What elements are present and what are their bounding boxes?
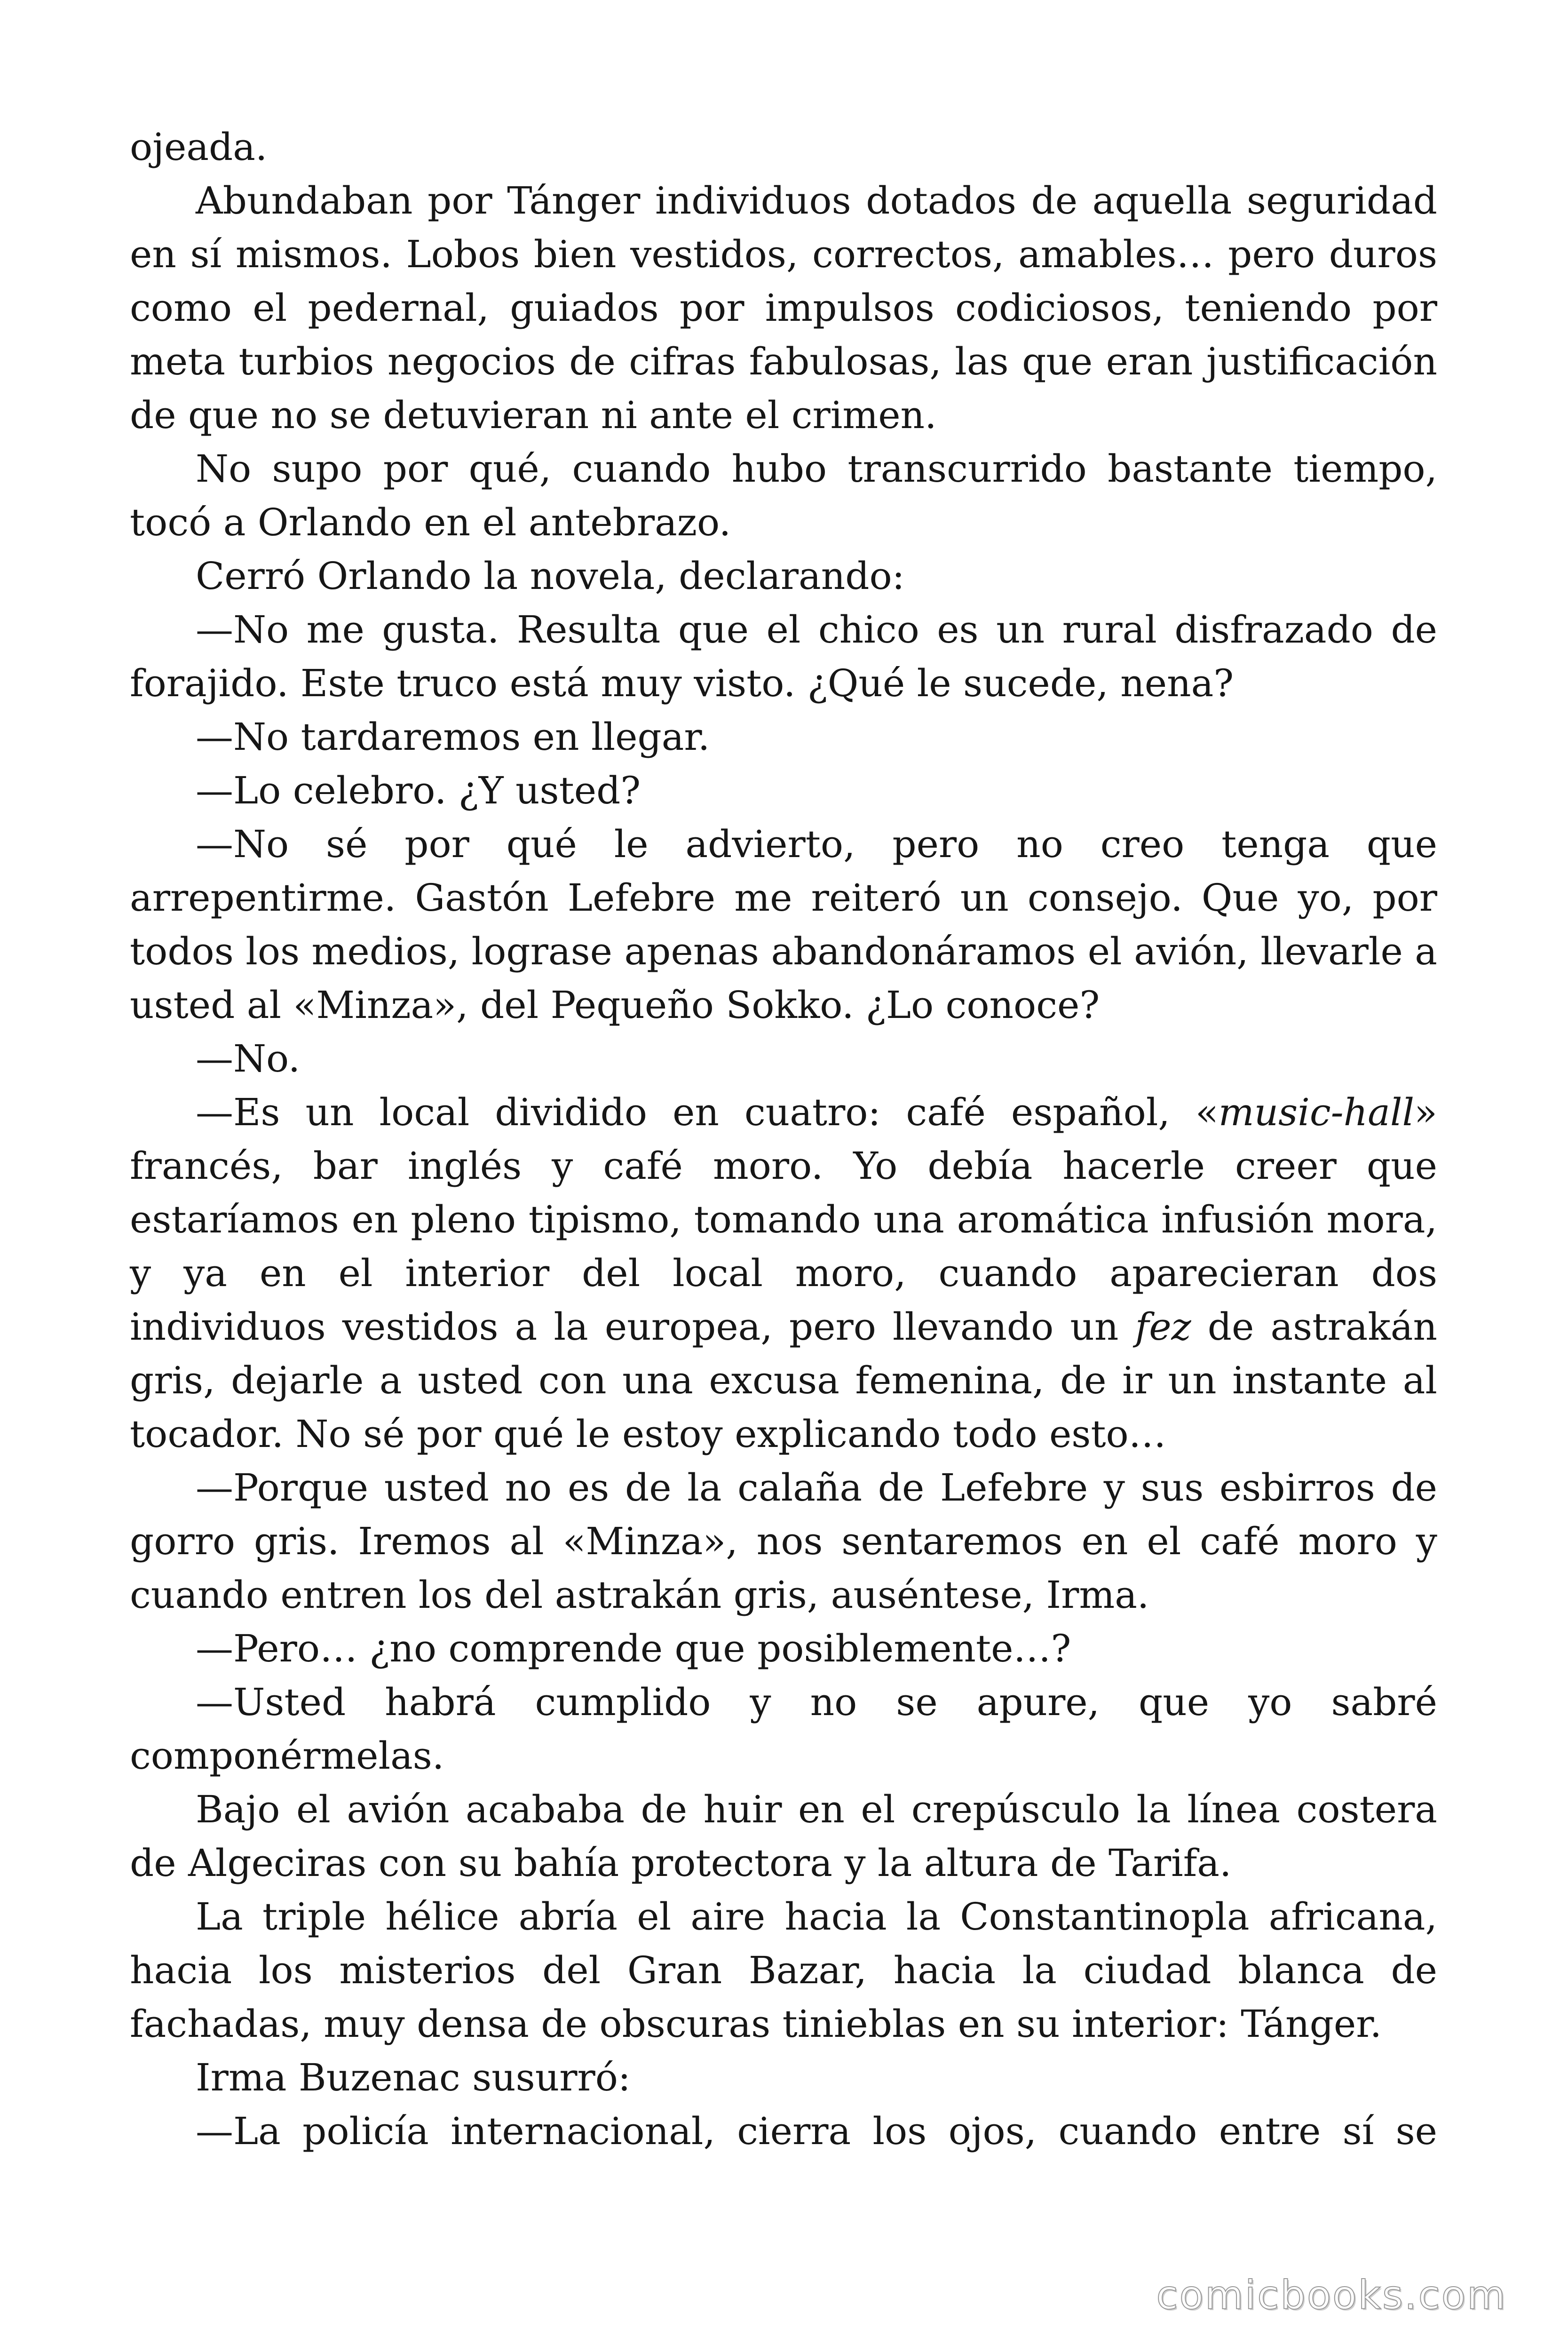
text-line: forajido. Este truco está muy visto. ¿Qué le sucede, nena? <box>130 661 1234 705</box>
text-line: todos los medios, lograse apenas abandonáramos el avión, llevarle a <box>130 930 1437 973</box>
text-line: de Algeciras con su bahía protectora y la altura de Tarifa. <box>130 1841 1232 1885</box>
text-line: No supo por qué, cuando hubo transcurrido bastante tiempo, <box>196 447 1437 491</box>
text-line: cuando entren los del astrakán gris, auséntese, Irma. <box>130 1573 1149 1617</box>
text-line: —No tardaremos en llegar. <box>196 715 710 759</box>
text-line: francés, bar inglés y café moro. Yo debía hacerle creer que <box>130 1144 1437 1188</box>
text-line: La triple hélice abría el aire hacia la Constantinopla africana, <box>196 1895 1437 1939</box>
text-line: ojeada. <box>130 125 268 169</box>
text-line: Abundaban por Tánger individuos dotados de aquella seguridad <box>196 179 1437 222</box>
text-line: —Lo celebro. ¿Y usted? <box>196 769 641 812</box>
text-line: en sí mismos. Lobos bien vestidos, correctos, amables… pero duros <box>130 232 1437 276</box>
text-line: como el pedernal, guiados por impulsos codiciosos, teniendo por <box>130 286 1437 330</box>
text-line: tocó a Orlando en el antebrazo. <box>130 501 731 544</box>
text-line: —Pero… ¿no comprende que posiblemente…? <box>196 1627 1071 1670</box>
watermark: comicbooks.com <box>1156 2272 1507 2318</box>
text-line: —Usted habrá cumplido y no se apure, que yo sabré <box>196 1680 1437 1724</box>
text-line: gris, dejarle a usted con una excusa femenina, de ir un instante al <box>130 1359 1437 1402</box>
text-line: Irma Buzenac susurró: <box>196 2056 631 2099</box>
text-line: meta turbios negocios de cifras fabulosas, las que eran justificación <box>130 340 1437 383</box>
text-line: —No me gusta. Resulta que el chico es un rural disfrazado de <box>196 608 1437 652</box>
text-line: componérmelas. <box>130 1734 444 1778</box>
text-line: fachadas, muy densa de obscuras tinieblas en su interior: Tánger. <box>130 2002 1382 2046</box>
text-line: —No. <box>196 1037 301 1081</box>
text-line: —Es un local dividido en cuatro: café español, «music-hall» <box>196 1090 1437 1134</box>
text-line: estaríamos en pleno tipismo, tomando una aromática infusión mora, <box>130 1198 1437 1241</box>
text-line: gorro gris. Iremos al «Minza», nos sentaremos en el café moro y <box>130 1519 1437 1563</box>
text-line: individuos vestidos a la europea, pero llevando un fez de astrakán <box>130 1305 1438 1349</box>
text-line: hacia los misterios del Gran Bazar, hacia la ciudad blanca de <box>130 1948 1437 1992</box>
text-line: y ya en el interior del local moro, cuando aparecieran dos <box>130 1251 1437 1295</box>
text-line: tocador. No sé por qué le estoy explicando todo esto… <box>130 1412 1166 1456</box>
text-line: —No sé por qué le advierto, pero no creo tenga que <box>196 822 1437 866</box>
text-line: de que no se detuvieran ni ante el crimen. <box>130 393 937 437</box>
text-line: —La policía internacional, cierra los ojos, cuando entre sí se <box>196 2109 1437 2153</box>
body-text <box>130 120 1437 2158</box>
text-line: Bajo el avión acababa de huir en el crepúsculo la línea costera <box>196 1788 1437 1831</box>
text-line: arrepentirme. Gastón Lefebre me reiteró un consejo. Que yo, por <box>130 876 1437 920</box>
text-line: —Porque usted no es de la calaña de Lefebre y sus esbirros de <box>196 1466 1437 1510</box>
text-line: usted al «Minza», del Pequeño Sokko. ¿Lo conoce? <box>130 983 1100 1027</box>
text-line: Cerró Orlando la novela, declarando: <box>196 554 905 598</box>
